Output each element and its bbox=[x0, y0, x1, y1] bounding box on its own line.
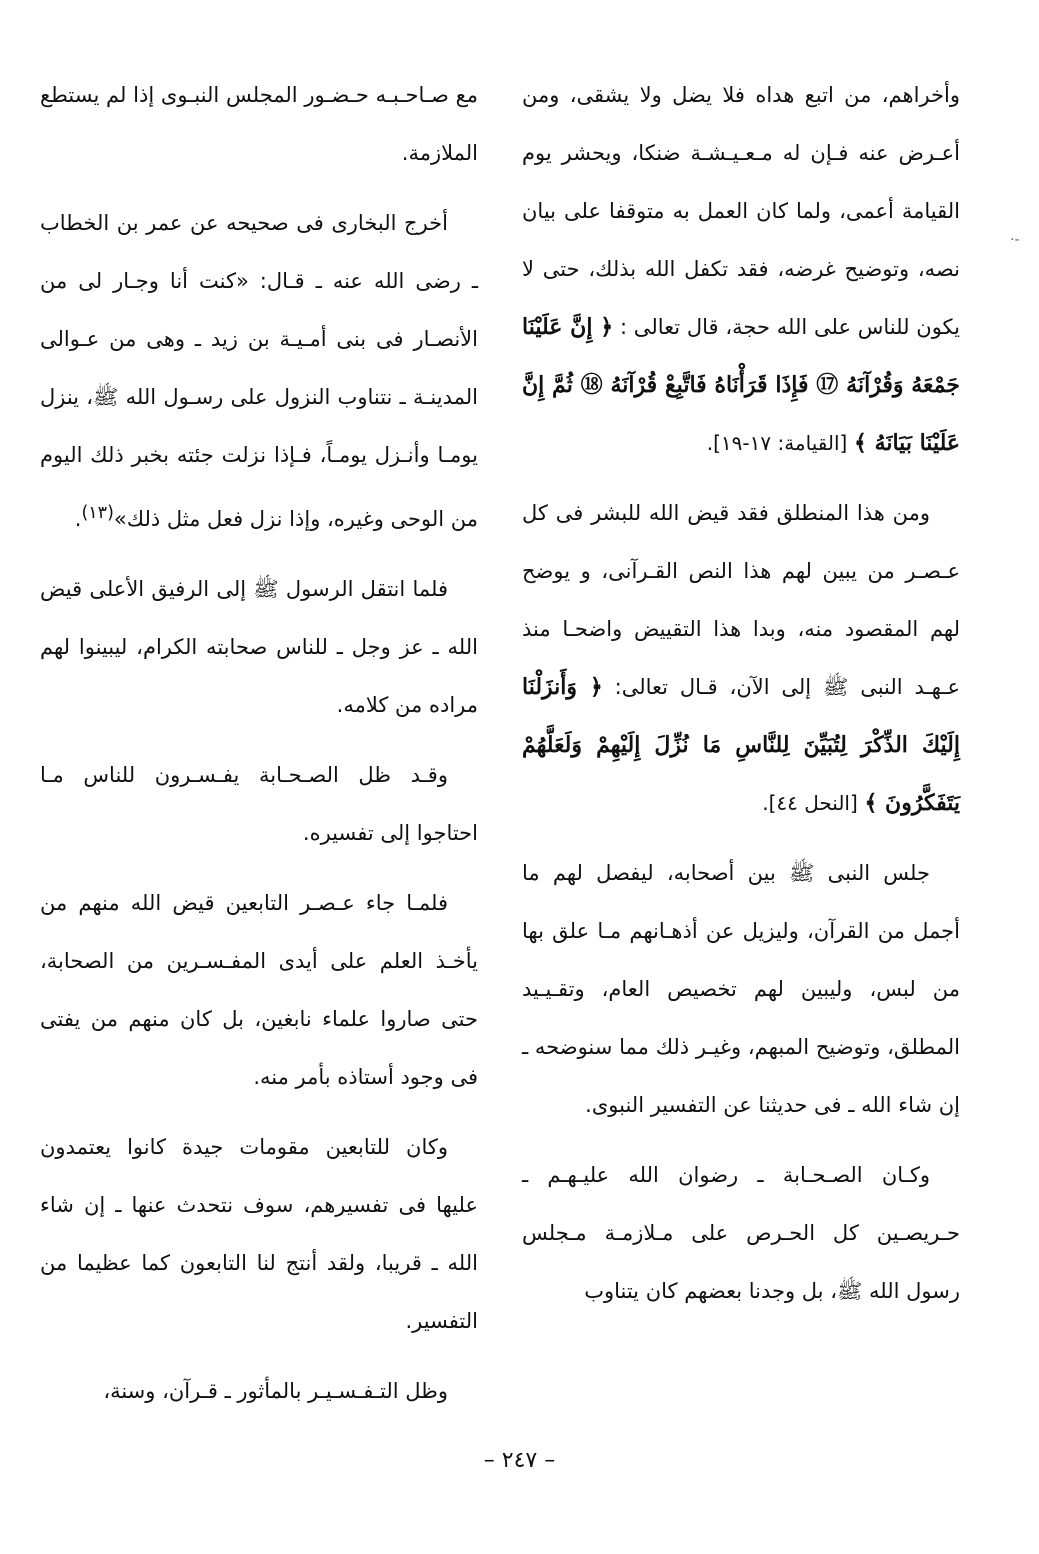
paragraph bbox=[522, 484, 960, 832]
right-column bbox=[522, 66, 960, 1332]
paragraph bbox=[522, 66, 960, 472]
paragraph: وكـان الصـحـابة ـ رضوان الله عليـهـم ـ حـريصـين كل الحـرص على مـلازمـة مـجلس رسول الله ﷺ، بل وجدنا بعضهم كان يتناوب bbox=[522, 1163, 960, 1303]
verse-reference: [القيامة: ١٧-١٩]. bbox=[706, 431, 848, 455]
paragraph: مع صـاحـبـه حـضـور المجلس النبـوى إذا لم يستطع الملازمة. bbox=[40, 83, 478, 165]
quran-verse: ﴿ وَأَنزَلْنَا إِلَيْكَ الذِّكْرَ لِتُبَيِّنَ لِلنَّاسِ مَا نُزِّلَ إِلَيْهِمْ وَلَعَلَّهُمْ يَتَفَكَّرُونَ ﴾ bbox=[522, 674, 960, 816]
hadith-text: أخرج البخارى فى صحيحه عن عمر بن الخطاب ـ رضى الله عنه ـ قـال: «كنت أنا وجـار لى من الأنصـار فى بنى أمـيـة بن زيد ـ وهى من عـوالى المدينـة ـ نتناوب النزول على رسـول الله ﷺ، ينزل يومـا وأنـزل يومـاً، فـإذا نزلت جئته بخبر ذلك اليوم من الوحى وغيره، وإذا نزل فعل مثل ذلك» bbox=[40, 211, 478, 531]
paragraph: وقـد ظل الصـحـابة يفـسـرون للناس مـا احتاجوا إلى تفسيره. bbox=[40, 763, 478, 845]
paragraph-end: . bbox=[74, 507, 82, 531]
paragraph bbox=[40, 194, 478, 548]
page-number: – ٢٤٧ – bbox=[483, 1448, 556, 1473]
paragraph-text: وأخراهم، من اتبع هداه فلا يضل ولا يشقى، ومن أعـرض عنه فـإن له مـعـيـشـة ضنكا، ويحشر يوم القيامة أعمى، ولما كان العمل به متوقفا على بيان نصه، وتوضيح غرضه، فقد تكفل الله بذلك، حتى لا يكون للناس على الله حجة، قال تعالى : bbox=[522, 83, 961, 339]
quran-verse: ﴿ إِنَّ عَلَيْنَا جَمْعَهُ وَقُرْآنَهُ ⑰ فَإِذَا قَرَأْنَاهُ فَاتَّبِعْ قُرْآنَهُ ⑱ ثُمَّ إِنَّ عَلَيْنَا بَيَانَهُ ﴾ bbox=[522, 314, 960, 456]
paragraph: فلما انتقل الرسول ﷺ إلى الرفيق الأعلى قيض الله ـ عز وجل ـ للناس صحابته الكرام، ليبينوا لهم مراده من كلامه. bbox=[40, 577, 478, 717]
margin-mark: ·- bbox=[1010, 232, 1020, 248]
left-column bbox=[40, 66, 478, 1432]
paragraph: فلمـا جاء عـصـر التابعين قيض الله منهم من يأخـذ العلم على أيدى المفـسـرين من الصحابة، حتى صاروا علماء نابغين، بل كان منهم من يفتى فى وجود أستاذه بأمر منه. bbox=[40, 891, 478, 1089]
paragraph: جلس النبى ﷺ بين أصحابه، ليفصل لهم ما أجمل من القرآن، وليزيل عن أذهـانهم مـا علق بها من لبس، وليبين لهم تخصيص العام، وتقـيـيد المطلق، وتوضيح المبهم، وغيـر ذلك مما سنوضحه ـ إن شاء الله ـ فى حديثنا عن التفسير النبوى. bbox=[522, 861, 960, 1117]
footnote-marker: (١٣) bbox=[81, 503, 114, 523]
paragraph: وكان للتابعين مقومات جيدة كانوا يعتمدون عليها فى تفسيرهم، سوف نتحدث عنها ـ إن شاء الله ـ قريبا، ولقد أنتج لنا التابعون كما عظيما من التفسير. bbox=[40, 1135, 478, 1333]
paragraph: وظل التـفـسـيـر بالمأثور ـ قـرآن، وسنة، bbox=[103, 1379, 448, 1403]
verse-reference: [النحل ٤٤]. bbox=[762, 791, 858, 815]
paragraph-text: ومن هذا المنطلق فقد قيض الله للبشر فى كل عـصـر من يبين لهم هذا النص القـرآنى، و يوضح لهم المقصود منه، وبدا هذا التقييض واضحـا منذ عـهـد النبى ﷺ إلى الآن، قـال تعالى: bbox=[522, 501, 960, 699]
